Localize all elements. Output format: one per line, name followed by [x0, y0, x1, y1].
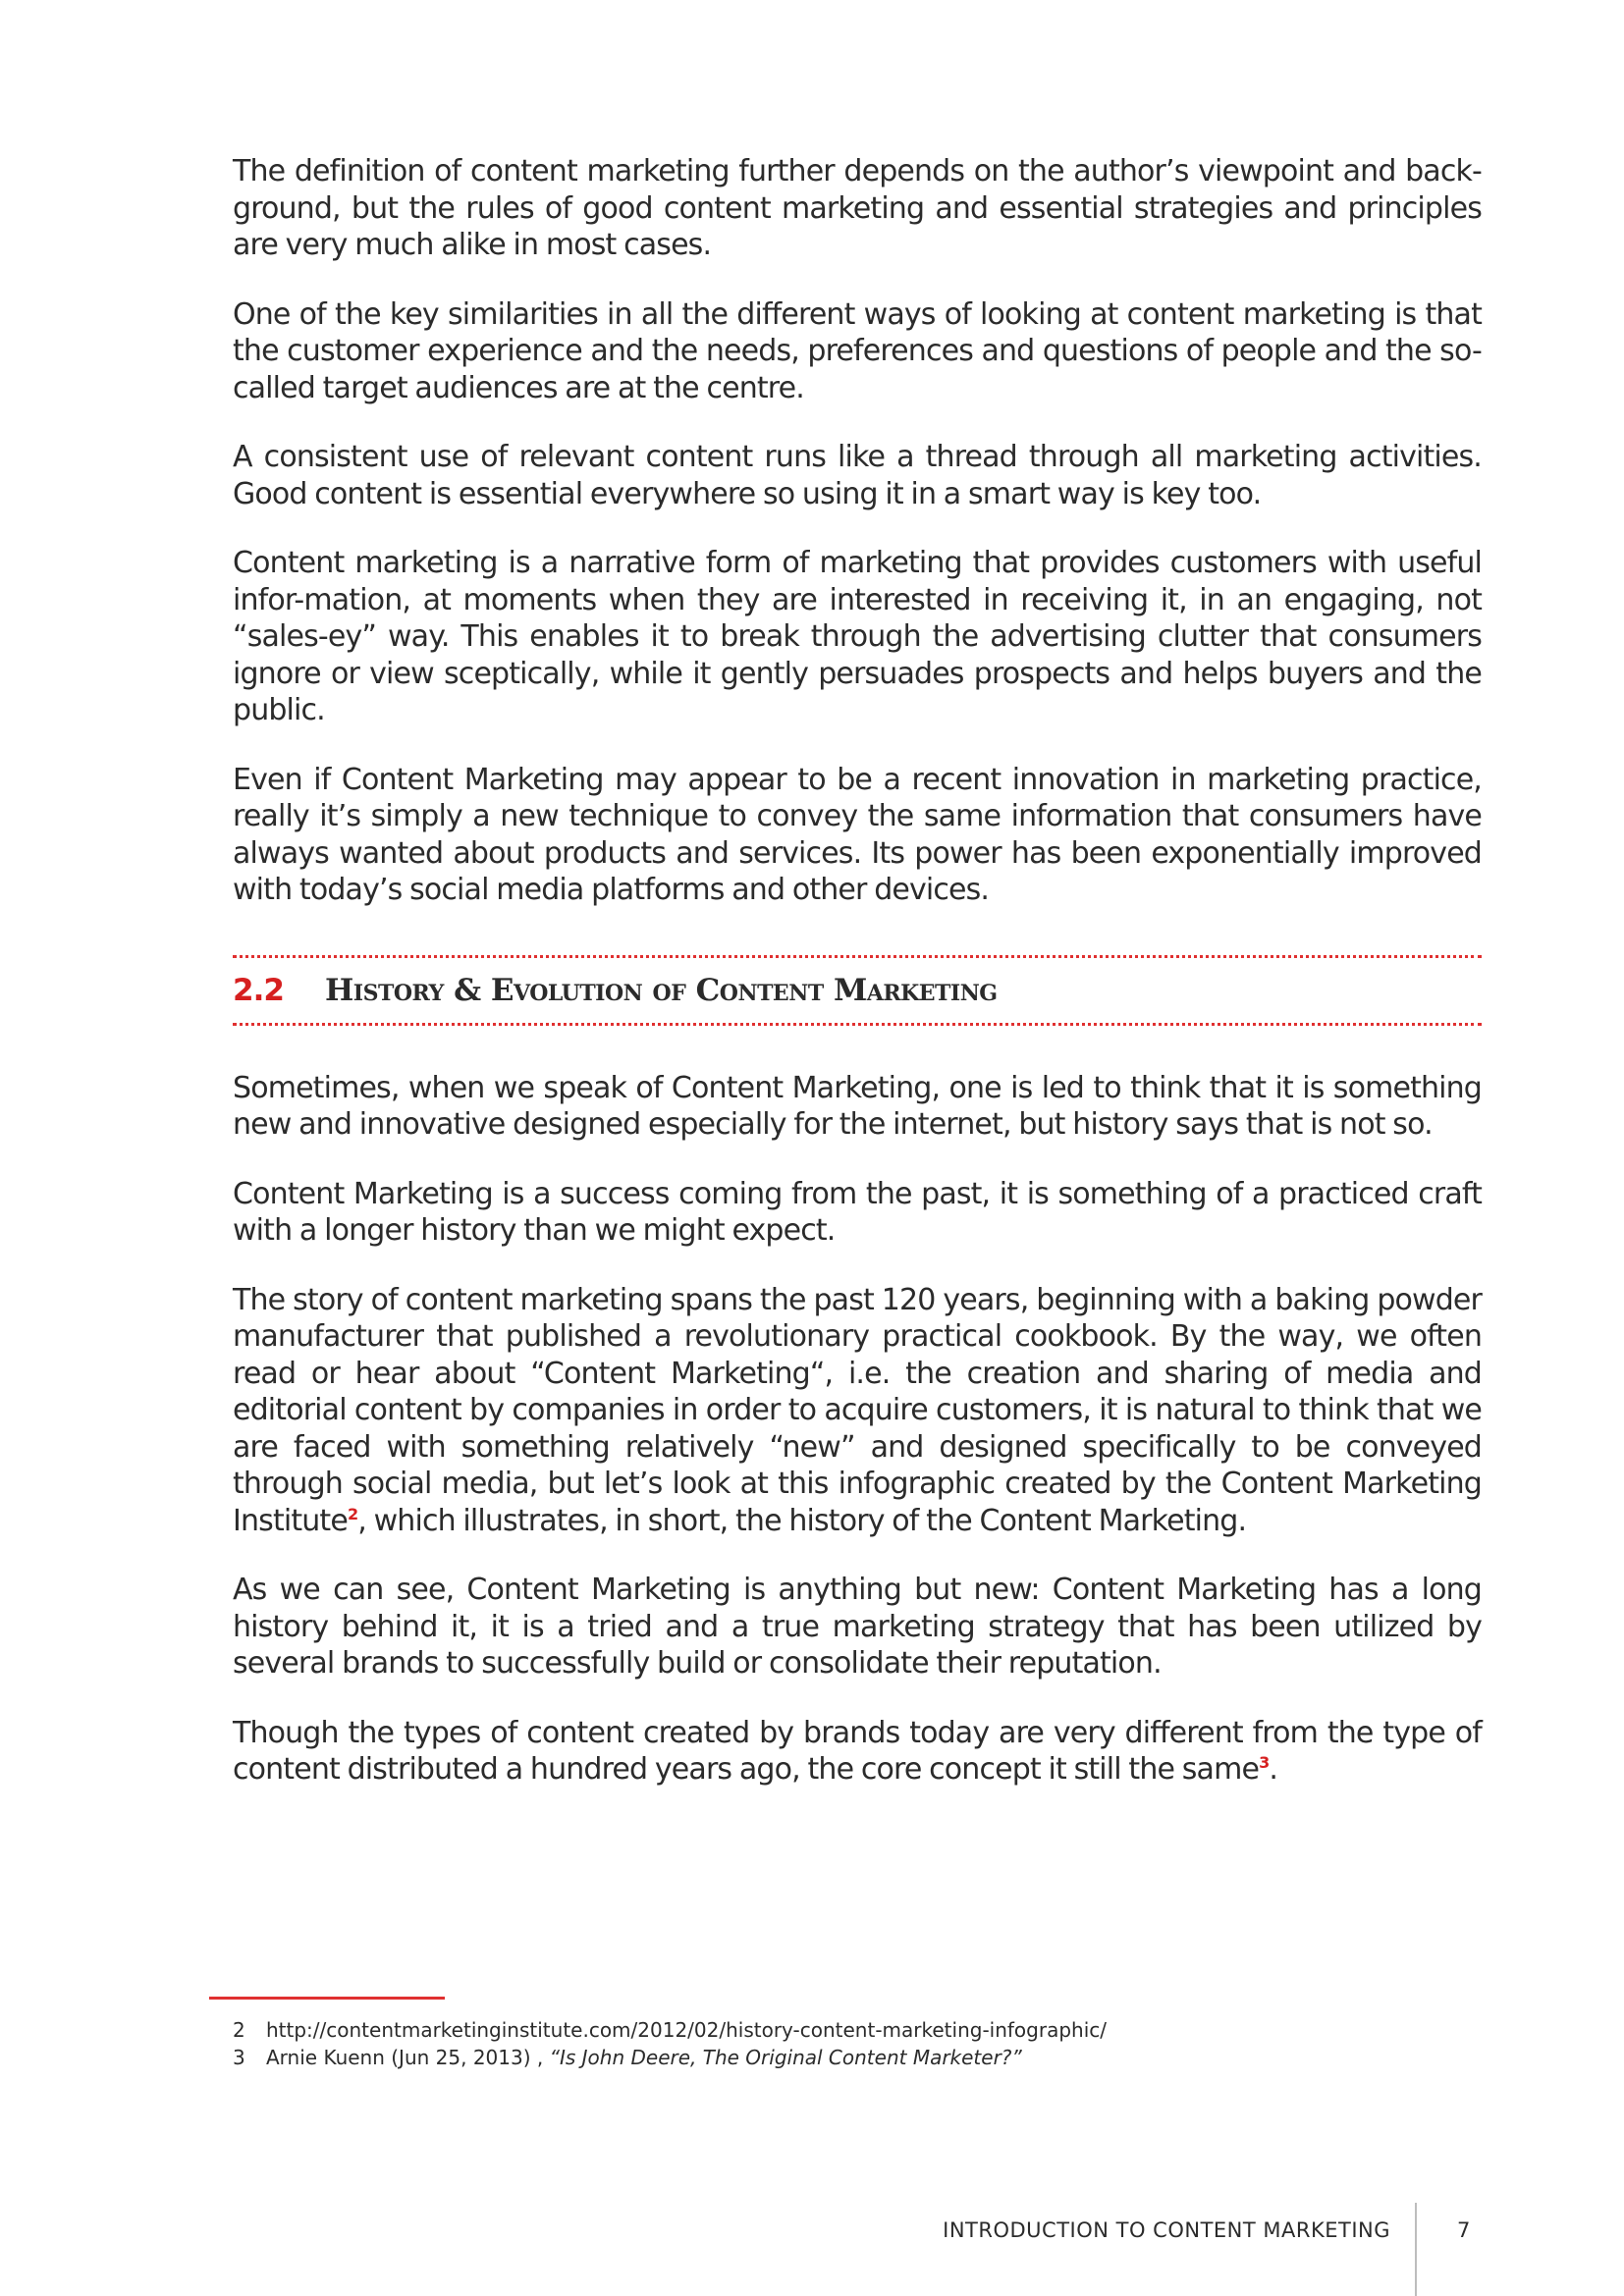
body-paragraph: A consistent use of relevant content runs like a thread through all marketing activities. Good content is essential everywhere so using it in a smart way is key too. — [233, 440, 1482, 511]
footnote-text: Arnie Kuenn (Jun 25, 2013) , — [266, 2046, 550, 2069]
body-paragraph: One of the key similarities in all the different ways of looking at content marketing is that the customer experience and the needs, preferences and questions of people and the so-called target audiences are at the centre. — [233, 296, 1482, 405]
body-paragraph: Sometimes, when we speak of Content Marketing, one is led to think that it is something new and innovative designed especially for the internet, but history says that is not so. — [233, 1070, 1482, 1142]
footnotes — [233, 2016, 1411, 2071]
main-content — [233, 153, 1482, 1821]
footnote-separator — [209, 1997, 445, 2000]
section-heading — [233, 955, 1482, 1026]
paragraph-text: Though the types of content created by brands today are very different from the type of content distributed a hundred years ago, the core concept it still the same — [233, 1715, 1482, 1787]
footer-divider — [1415, 2203, 1417, 2296]
page-number: 7 — [1457, 2218, 1471, 2242]
section-number: 2.2 — [233, 972, 284, 1008]
footnote-reference[interactable]: 3 — [1259, 1753, 1270, 1772]
body-paragraph: The definition of content marketing further depends on the author’s viewpoint and back-ground, but the rules of good content marketing and essential strategies and principles are very much alike in most cases. — [233, 154, 1482, 262]
page-footer — [0, 2203, 1624, 2296]
footer-title: INTRODUCTION TO CONTENT MARKETING — [943, 2218, 1390, 2242]
footnote-number: 3 — [233, 2046, 245, 2069]
body-paragraph: As we can see, Content Marketing is anything but new: Content Marketing has a long history behind it, it is a tried and a true marketing strategy that has been utilized by several brands to successfully build or consolidate their reputation. — [233, 1573, 1482, 1681]
section-title: History & Evolution of Content Marketing — [325, 972, 998, 1008]
heading-top-divider — [233, 955, 1482, 958]
paragraph-text: , which illustrates, in short, the history of the Content Marketing. — [357, 1503, 1247, 1538]
paragraph-text: The story of content marketing spans the past 120 years, beginning with a baking powder manufacturer that published a revolutionary practical cookbook. By the way, we often read or hear about “Content Marketing“, i.e. the creation and sharing of media and editorial content by companies in order to acquire customers, it is natural to think that we are faced with something relatively “new” and designed specifically to be conveyed through social media, but let’s look at this infographic created by the Content Marketing Institute — [233, 1282, 1482, 1538]
body-paragraph: Even if Content Marketing may appear to be a recent innovation in marketing practice, really it’s simply a new technique to convey the same information that consumers have always wanted about products and services. Its power has been exponentially improved with today’s social media platforms and other devices. — [233, 762, 1482, 907]
heading-row — [233, 969, 998, 1012]
footnote-link[interactable]: http://contentmarketinginstitute.com/2012/02/history-content-marketing-infographic/ — [266, 2018, 1108, 2042]
footnote-item — [233, 2044, 1411, 2071]
body-paragraph: Content Marketing is a success coming from the past, it is something of a practiced craft with a longer history than we might expect. — [233, 1176, 1482, 1248]
footnote-number: 2 — [233, 2018, 245, 2042]
paragraph-text: . — [1269, 1752, 1278, 1787]
footnote-citation-title: “Is John Deere, The Original Content Marketer?” — [549, 2046, 1022, 2069]
body-paragraph: Content marketing is a narrative form of marketing that provides customers with useful infor-mation, at moments when they are interested in receiving it, in an engaging, not “sales-ey” way. This enables it to break through the advertising clutter that consumers ignore or view sceptically, while it gently persuades prospects and helps buyers and the public. — [233, 546, 1482, 727]
heading-bottom-divider — [233, 1023, 1482, 1026]
footnote-reference[interactable]: 2 — [347, 1504, 358, 1523]
body-paragraph — [233, 1715, 1482, 1789]
footnote-item — [233, 2016, 1411, 2044]
body-paragraph — [233, 1282, 1482, 1540]
